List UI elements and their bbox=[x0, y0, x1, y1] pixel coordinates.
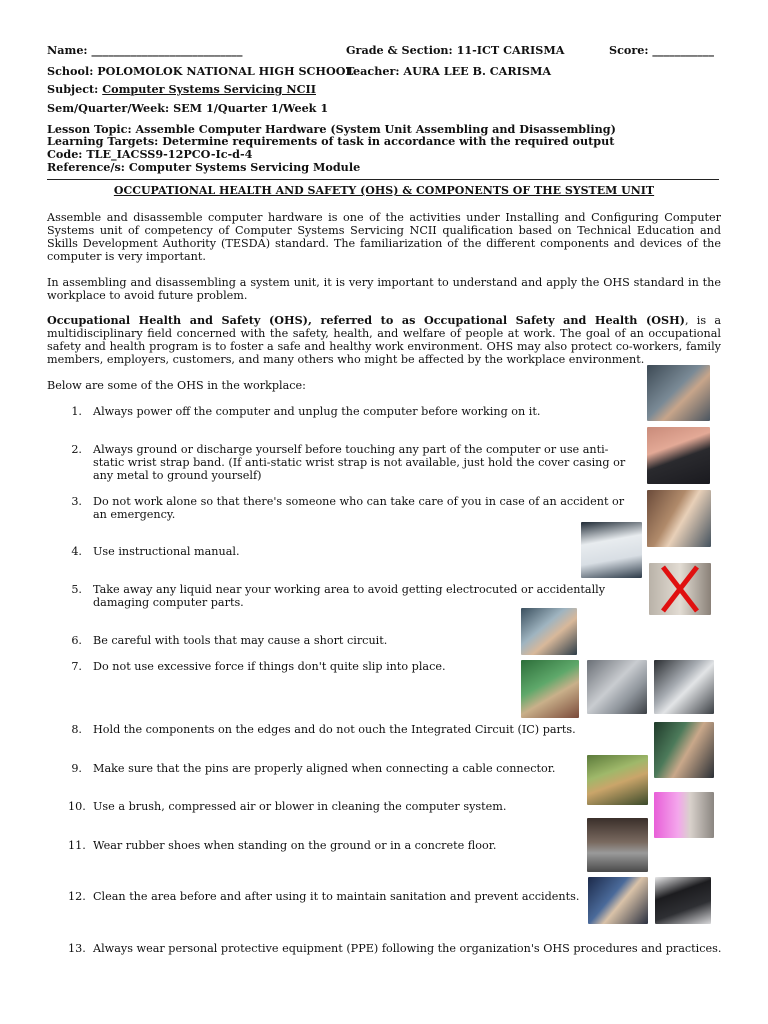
subject bbox=[47, 82, 316, 96]
drive-bay-photo bbox=[654, 660, 714, 714]
item-text: Always wear personal protective equipment (PPE) following the organization's OHS procedures and practices. bbox=[93, 942, 722, 955]
item-number: 7. bbox=[71, 660, 82, 673]
subject-value: Computer Systems Servicing NCII bbox=[102, 82, 316, 96]
instruction-manual-photo bbox=[581, 522, 642, 578]
score-field: Score: ___________ bbox=[609, 43, 714, 57]
cable-pins-photo bbox=[587, 755, 648, 805]
item-text: Wear rubber shoes when standing on the ground or in a concrete floor. bbox=[93, 839, 497, 852]
item-text: Use instructional manual. bbox=[93, 545, 240, 558]
prohibited-x-icon bbox=[649, 563, 711, 615]
item-number: 3. bbox=[71, 495, 82, 508]
item-text: Do not use excessive force if things don't quite slip into place. bbox=[93, 660, 446, 673]
definition-text: , is a multidisciplinary field concerned with the safety, health, and welfare of people at work. The goal of an occupational safety and health program is to foster a safe and healthy work environment. OHS may also protect co-workers, family members, employers, customers, and many others who might be affected by the workplace environment. bbox=[47, 314, 721, 366]
item-number: 10. bbox=[68, 800, 86, 813]
item-text: Always ground or discharge yourself before touching any part of the computer or use anti-static wrist strap band. (If anti-static wrist strap is not available, just hold the cover casing or any metal to ground yourself) bbox=[93, 443, 626, 482]
definition-paragraph bbox=[47, 314, 721, 366]
definition-term: Occupational Health and Safety (OHS), referred to as Occupational Safety and Health (OSH) bbox=[47, 313, 685, 327]
blower-photo bbox=[654, 792, 714, 838]
list-intro: Below are some of the OHS in the workplace: bbox=[47, 379, 306, 392]
work-with-partner-photo bbox=[647, 490, 711, 547]
page-title: OCCUPATIONAL HEALTH AND SAFETY (OHS) & COMPONENTS OF THE SYSTEM UNIT bbox=[113, 184, 655, 197]
ram-slot-photo bbox=[654, 722, 714, 778]
item-number: 5. bbox=[71, 583, 82, 596]
lesson-topic: Lesson Topic: Assemble Computer Hardware (System Unit Assembling and Disassembling) bbox=[47, 122, 616, 136]
item-number: 2. bbox=[71, 443, 82, 456]
item-text: Be careful with tools that may cause a short circuit. bbox=[93, 634, 388, 647]
intro-paragraph: Assemble and disassemble computer hardware is one of the activities under Installing and Configuring Computer Systems unit of competency of Computer Systems Servicing NCII qualification based on Technical Education and Skills Development Authority (TESDA) standard. The familiarization of the different components and devices of the computer is very important. bbox=[47, 211, 721, 263]
item-text: Take away any liquid near your working area to avoid getting electrocuted or accidentally damaging computer parts. bbox=[93, 583, 606, 609]
grade-section: Grade & Section: 11-ICT CARISMA bbox=[346, 43, 565, 57]
item-number: 13. bbox=[68, 942, 86, 955]
reference: Reference/s: Computer Systems Servicing Module bbox=[47, 160, 361, 174]
item-number: 1. bbox=[71, 405, 82, 418]
subject-label: Subject: bbox=[47, 82, 103, 96]
system-unit-photo bbox=[655, 877, 711, 924]
item-text: Make sure that the pins are properly aligned when connecting a cable connector. bbox=[93, 762, 556, 775]
item-number: 9. bbox=[71, 762, 82, 775]
lesson-code: Code: TLE_IACSS9-12PCO-Ic-d-4 bbox=[47, 147, 253, 161]
drive-handling-photo bbox=[587, 660, 647, 714]
teacher: Teacher: AURA LEE B. CARISMA bbox=[346, 64, 552, 78]
ground-yourself-photo bbox=[647, 427, 710, 484]
item-number: 6. bbox=[71, 634, 82, 647]
item-text: Hold the components on the edges and do not ouch the Integrated Circuit (IC) parts. bbox=[93, 723, 576, 736]
rubber-shoes-photo bbox=[587, 818, 648, 872]
divider-line bbox=[47, 179, 719, 180]
item-number: 8. bbox=[71, 723, 82, 736]
item-number: 11. bbox=[68, 839, 86, 852]
item-text: Do not work alone so that there's someone who can take care of you in case of an accident or an emergency. bbox=[93, 495, 625, 521]
short-circuit-tools-photo bbox=[521, 608, 577, 655]
ohs-paragraph: In assembling and disassembling a system unit, it is very important to understand and apply the OHS standard in the workplace to avoid future problem. bbox=[47, 276, 721, 302]
no-liquid-photo bbox=[649, 563, 711, 615]
item-text: Use a brush, compressed air or blower in cleaning the computer system. bbox=[93, 800, 507, 813]
school: School: POLOMOLOK NATIONAL HIGH SCHOOL bbox=[47, 64, 354, 78]
component-install-photo bbox=[521, 660, 579, 718]
unplug-computer-photo bbox=[647, 365, 710, 421]
cleaning-area-photo bbox=[588, 877, 648, 924]
item-number: 12. bbox=[68, 890, 86, 903]
item-text: Clean the area before and after using it to maintain sanitation and prevent accidents. bbox=[93, 890, 580, 903]
item-number: 4. bbox=[71, 545, 82, 558]
learning-targets: Learning Targets: Determine requirements of task in accordance with the required output bbox=[47, 134, 615, 148]
item-text: Always power off the computer and unplug the computer before working on it. bbox=[93, 405, 541, 418]
name-field: Name: ___________________________ bbox=[47, 43, 243, 57]
sem-quarter-week: Sem/Quarter/Week: SEM 1/Quarter 1/Week 1 bbox=[47, 101, 329, 115]
